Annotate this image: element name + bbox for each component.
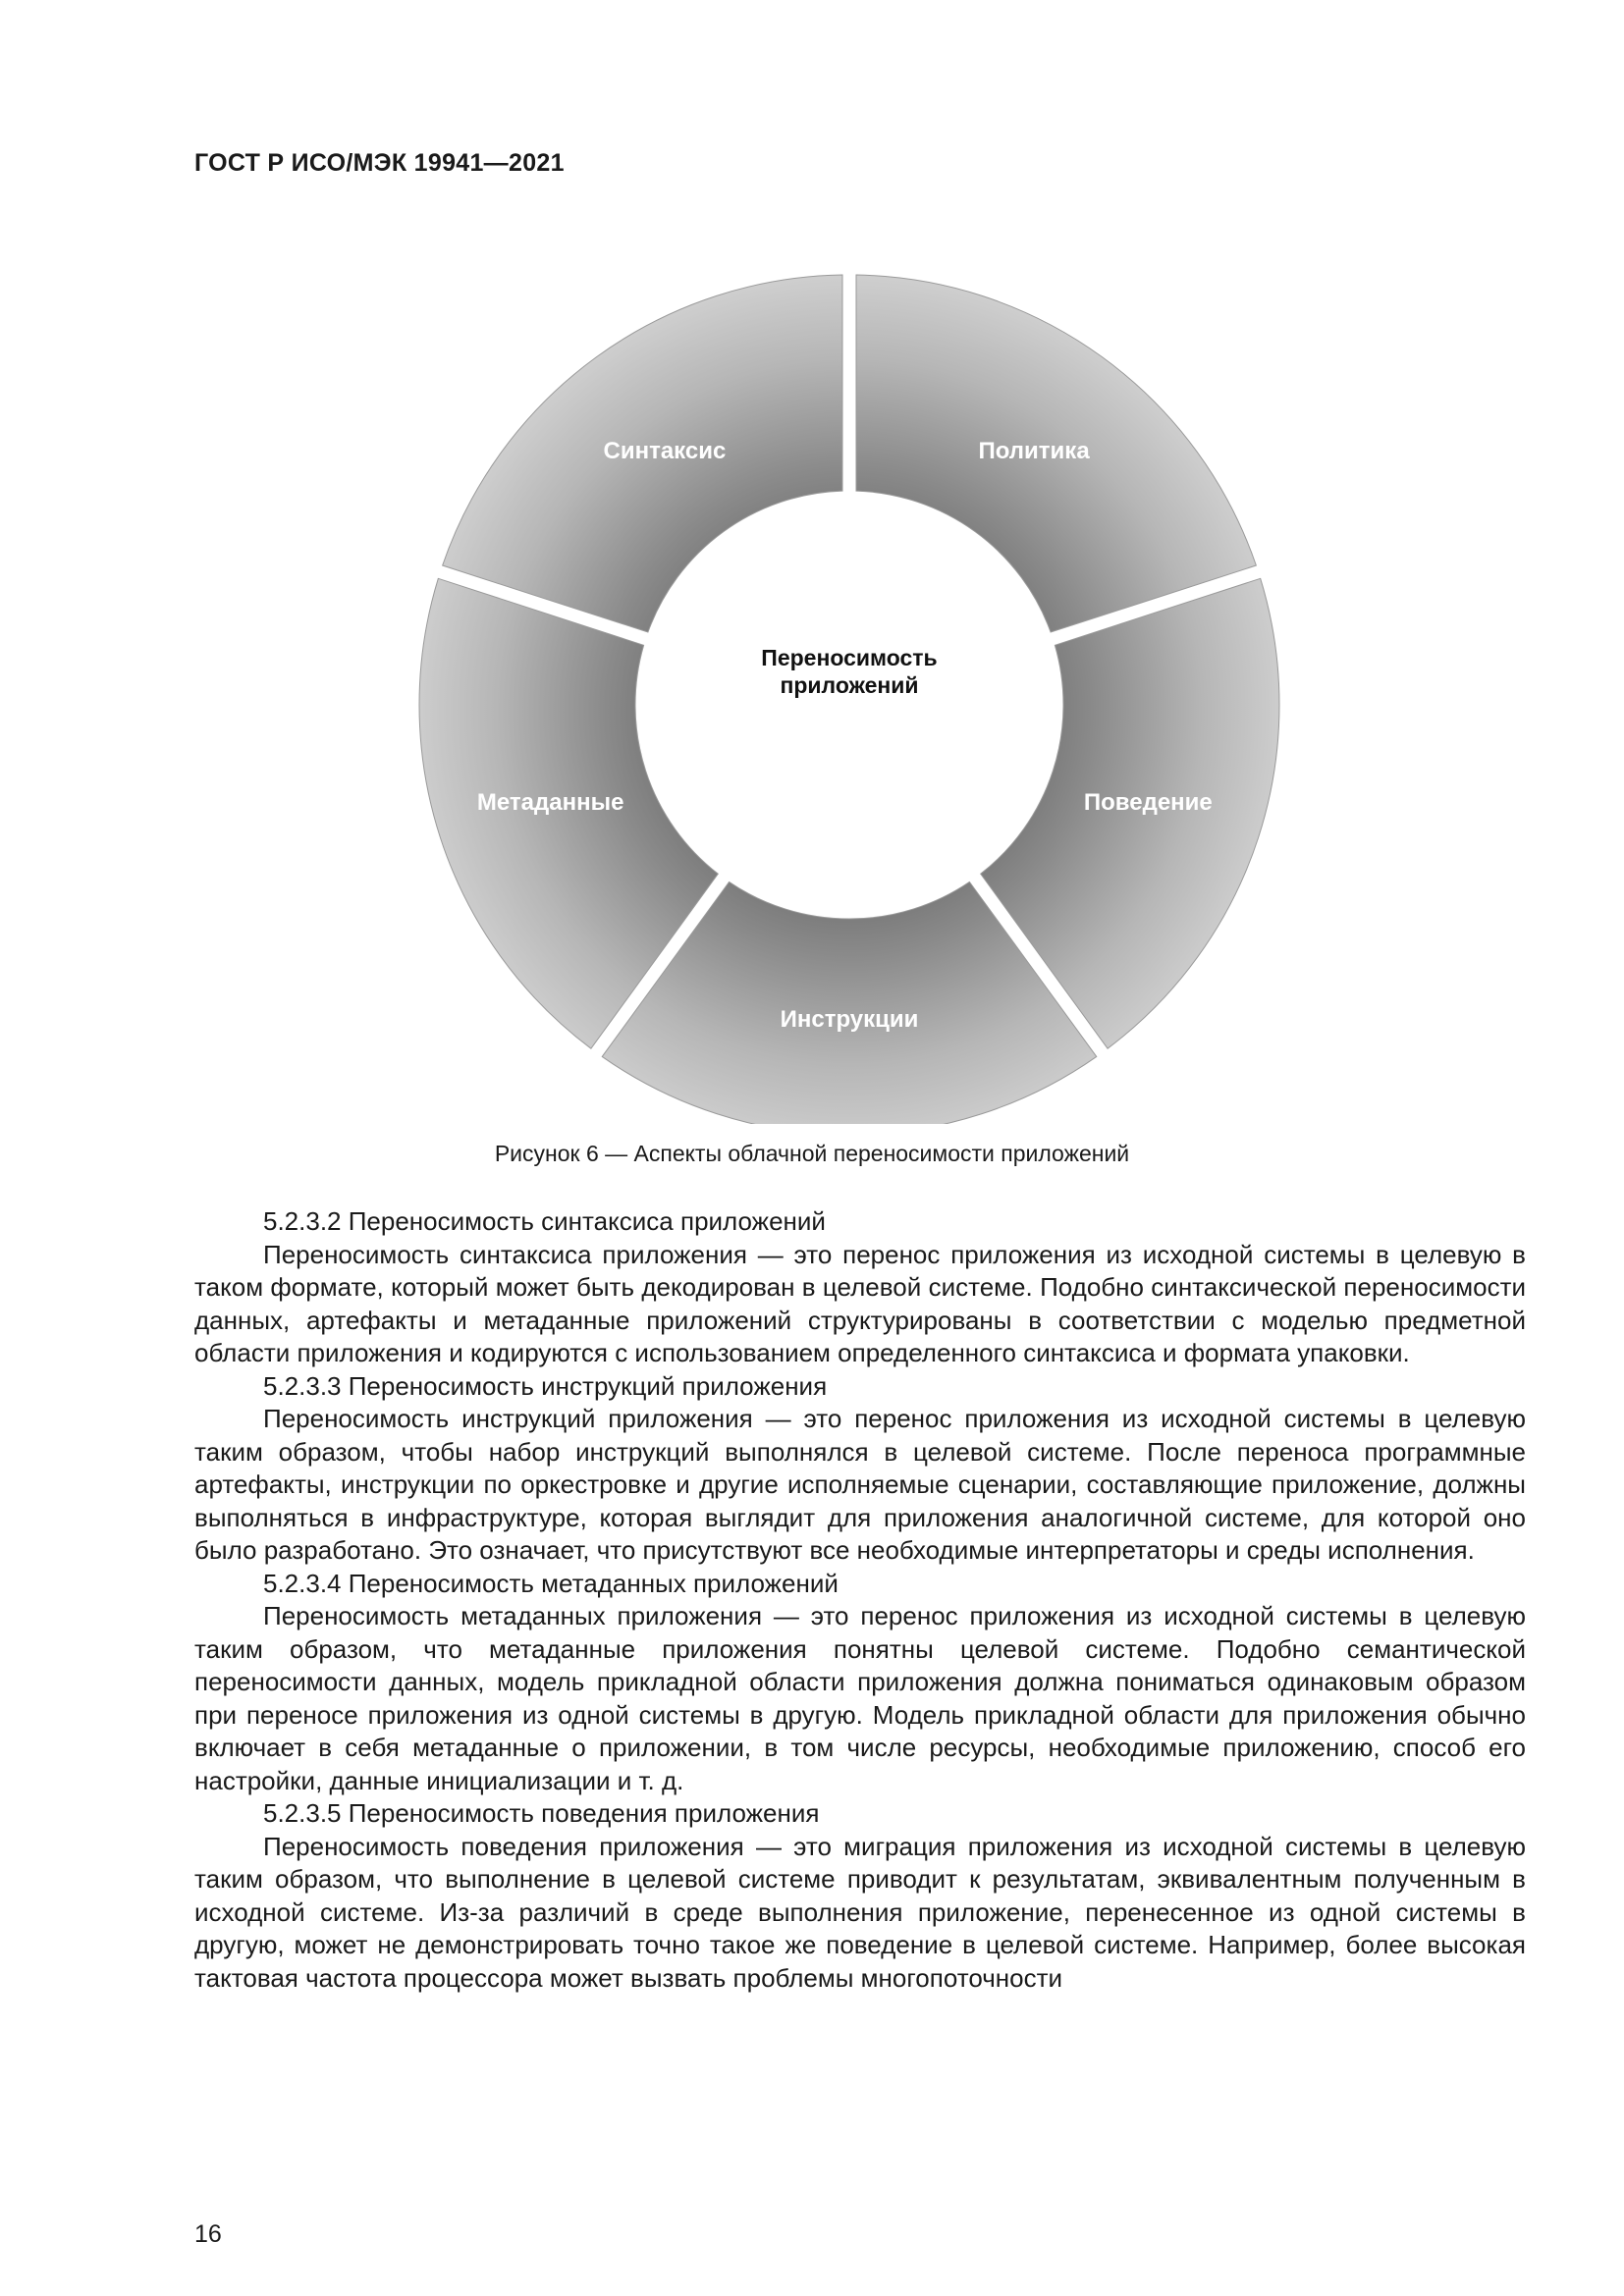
body-text xyxy=(194,1205,1526,1995)
section-heading-5-2-3-3: 5.2.3.3 Переносимость инструкций приложения xyxy=(263,1370,828,1401)
section-text-5-2-3-5: Переносимость поведения приложения — это миграция приложения из исходной системы в целевую таким образом, что выполнение в целевой системе приводит к результатам, эквивалентным полученным в исходной системе. Из-за различий в среде выполнения приложение, перенесенное из одной системы в другую, может не демонстрировать точно такое же поведение в целевой системе. Например, более высокая тактовая частота процессора может вызвать проблемы многопоточности xyxy=(194,1831,1526,1993)
section-text-5-2-3-2: Переносимость синтаксиса приложения — это перенос приложения из исходной системы в целевую в таком формате, который может быть декодирован в целевой системе. Подобно синтаксической переносимости данных, артефакты и метаданные приложений структурированы в соответствии с моделью предметной области приложения и кодируются с использованием определенного синтаксиса и формата упаковки. xyxy=(194,1239,1526,1367)
section-text-5-2-3-4: Переносимость метаданных приложения — это перенос приложения из исходной системы в целевую таким образом, что метаданные приложения понятны целевой системе. Подобно семантической переносимости данных, модель прикладной области приложения должна пониматься одинаковым образом при переносе приложения из одной системы в другую. Модель прикладной области для приложения обычно включает в себя метаданные о приложении, в том числе ресурсы, необходимые приложению, способ его настройки, данные инициализации и т. д. xyxy=(194,1601,1526,1795)
segment-label-syntax: Синтаксис xyxy=(603,438,727,465)
document-header: ГОСТ Р ИСО/МЭК 19941—2021 xyxy=(194,149,565,177)
segment-label-behavior: Поведение xyxy=(1083,788,1213,816)
page-number: 16 xyxy=(194,2220,222,2248)
section-heading-5-2-3-4: 5.2.3.4 Переносимость метаданных приложений xyxy=(263,1568,839,1598)
segment-label-policy: Политика xyxy=(978,438,1090,465)
figure-caption: Рисунок 6 — Аспекты облачной переносимости приложений xyxy=(494,1141,1130,1166)
segment-label-metadata: Метаданные xyxy=(476,788,624,816)
section-text-5-2-3-3: Переносимость инструкций приложения — это перенос приложения из исходной системы в целевую таким образом, чтобы набор инструкций выполнялся в целевой системе. После переноса программные артефакты, инструкции по оркестровке и другие исполняемые сценарии, составляющие приложение, должны выполняться в инфраструктуре, которая выглядит для приложения аналогичной системе, для которой оно было разработано. Это означает, что присутствуют все необходимые интерпретаторы и среды исполнения. xyxy=(194,1404,1526,1565)
figure-6-donut-diagram xyxy=(417,250,1281,1124)
center-label-line1: Переносимость xyxy=(761,645,938,670)
segment-label-instructions: Инструкции xyxy=(780,1006,919,1033)
center-label-line2: приложений xyxy=(780,672,919,698)
section-heading-5-2-3-5: 5.2.3.5 Переносимость поведения приложения xyxy=(263,1798,820,1828)
donut-svg xyxy=(417,250,1281,1124)
section-heading-5-2-3-2: 5.2.3.2 Переносимость синтаксиса приложений xyxy=(263,1206,826,1236)
